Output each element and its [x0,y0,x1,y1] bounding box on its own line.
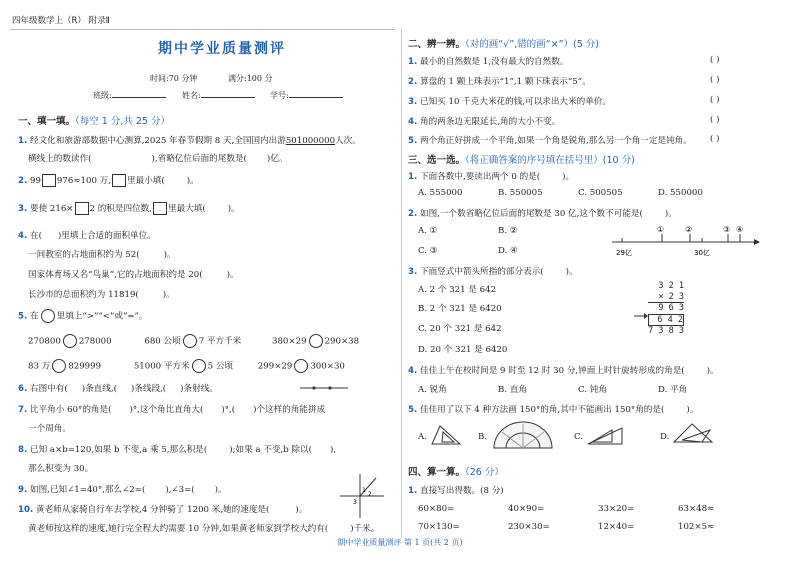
blank-box[interactable] [42,174,56,187]
appendix-label: 附录Ⅱ [88,16,110,26]
option[interactable]: A. 555000 [418,188,463,198]
question-4-line3: 长沙市的总面积约为 11819( )。 [28,290,175,300]
compare-circle[interactable] [63,334,77,348]
compare-circle[interactable] [183,334,197,348]
judge-item: 3. 已知买 10 千克大米花的钱,可以求出大米的单价。 [408,97,611,107]
question-6: 6. 右图中有( )条直线,( )条线段,( )条射线。 [18,384,218,394]
judge-item: 4. 角的两条边无限延长,角的大小不变。 [408,117,561,127]
nl-29: 29亿 [616,249,632,257]
judge-paren[interactable]: ( ) [710,95,720,105]
option[interactable]: C. ③ [418,246,438,256]
choice-3: 3. 下面竖式中箭头所指的部分表示( )。 [408,267,578,277]
nl-30: 30亿 [694,249,710,257]
judge-item: 2. 算盘的 1 颗上珠表示“1”,1 颗下珠表示“5”。 [408,77,591,87]
set-square-c-icon [586,424,626,446]
nl-3: ③ [723,225,731,234]
calc-item[interactable]: 60×80= [418,504,455,514]
question-1: 1. 经文化和旅游部数据中心测算,2025 年春节假期 8 天,全国国内出游501000000人次。 [18,136,361,146]
option[interactable]: B. 直角 [498,385,527,395]
option[interactable]: C. 钝角 [578,385,607,395]
judge-paren[interactable]: ( ) [710,75,720,85]
question-1-line2: 横线上的数读作( ),省略亿位后面的尾数是( )亿。 [28,154,288,164]
option[interactable]: B. 2 个 321 是 6420 [418,304,502,314]
section-4-heading: 四、算一算。（26 分） [408,467,504,478]
compare-circle[interactable] [52,359,66,373]
choice-2: 2. 如图,一个数省略亿位后面的尾数是 30 亿,这个数不可能是( )。 [408,209,677,219]
compare-row-2: 83 万 829999 51000 平方米 5 公顷 299×29 300×30 [28,359,345,373]
option[interactable]: D. [660,432,670,442]
section-3-heading: 三、选一选。（将正确答案的序号填在括号里）(10 分) [408,155,635,166]
option[interactable]: D. ④ [498,246,518,256]
compare-circle[interactable] [192,359,206,373]
set-square-d-icon [672,420,716,446]
calc-item[interactable]: 12×40= [598,522,635,532]
blank-box[interactable] [75,202,89,215]
calc-item[interactable]: 40×90= [508,504,545,514]
option[interactable]: A. ① [418,226,438,236]
option[interactable]: C. 20 个 321 是 642 [418,324,502,334]
question-5: 5. 在 里填上“>”“<”或“=”。 [18,309,148,323]
page-footer: 期中学业质量测评 第 1 页(共 2 页) [337,538,463,547]
option[interactable]: D. 20 个 321 是 6420 [418,345,508,355]
calc-item[interactable]: 63×48≈ [678,504,715,514]
option[interactable]: C. [574,432,584,442]
judge-paren[interactable]: ( ) [710,55,720,65]
page-title: 期中学业质量测评 [158,41,286,57]
option[interactable]: C. 500505 [578,188,623,198]
choice-5: 5. 佳佳用了以下 4 种方法画 150°的角,其中不能画出 150°角的是( )。 [408,405,699,415]
judge-item: 1. 最小的自然数是 1,没有最大的自然数。 [408,57,569,67]
id-field[interactable]: 学号: [270,90,343,101]
question-4-line1: 一间教室的占地面积约为 52( )。 [28,250,176,260]
question-9: 9. 如图,已知∠1=40°,那么∠2=( ),∠3=( )。 [18,485,227,495]
calc-title: 1. 直接写出得数。(8 分) [408,486,504,496]
angle-label-1: 1 [362,487,366,494]
compare-circle[interactable] [309,334,323,348]
nl-1: ① [657,225,665,234]
score-label: 满分:100 分 [228,74,273,83]
compare-circle[interactable] [294,359,308,373]
nl-2: ② [685,225,693,234]
section-2-heading: 二、辨一辨。（对的画“√”,错的画“×”）(5 分) [408,39,599,50]
question-8-line2: 那么积变为 30。 [28,464,94,474]
question-8: 8. 已知 a×b=120,如果 b 不变,a 乘 5,那么积是( );如果 a 不变,b 除以( ), [18,445,337,455]
option[interactable]: D. 550000 [658,188,703,198]
calc-item[interactable]: 230×30= [508,522,550,532]
angle-figure [340,474,384,518]
header-rule [10,29,395,30]
blank-box[interactable] [112,174,126,187]
calc-item[interactable]: 102×5≈ [678,522,715,532]
question-3: 3. 要使 216× 2 的积是四位数, 里最大填( )。 [18,204,240,214]
vertical-calc: 3 2 1 × 2 3 9 6 3 6 4 2 7 3 8 3 [648,281,684,336]
name-field[interactable]: 姓名: [182,90,255,101]
time-label: 时间:70 分钟 [150,74,198,83]
class-field[interactable]: 班级: [93,90,166,101]
question-7: 7. 比平角小 60°的角是( )°,这个角比直角大( )°,( )个这样的角能拼成 [18,405,326,415]
choice-1: 1. 下面各数中,要读出两个 0 的是( )。 [408,172,575,182]
calc-item[interactable]: 33×20= [598,504,635,514]
section-1-heading: 一、填一填。（每空 1 分,共 25 分） [18,116,170,127]
option[interactable]: B. [478,432,488,442]
question-10-line2: 黄老师按这样的速度,她行完全程大约需要 10 分钟,如果黄老师家到学校大约有( )千米。 [28,524,380,534]
question-7-line2: 一个周角。 [28,424,71,434]
blank-box[interactable] [153,202,167,215]
option[interactable]: A. 锐角 [418,385,447,395]
question-10: 10. 黄老师从家骑自行车去学校,4 分钟骑了 1200 米,她的速度是( )。 [18,505,308,515]
number-line [612,224,762,258]
option[interactable]: A. 2 个 321 是 642 [418,285,497,295]
set-square-a-icon [430,424,464,446]
option[interactable]: A. [418,432,427,442]
question-4: 4. 在( )里填上合适的面积单位。 [18,231,156,241]
option[interactable]: D. 平角 [658,385,688,395]
compare-circle [41,309,55,323]
grade-tag: 四年级数学上（R） 附录Ⅱ [12,16,110,26]
nl-4: ④ [736,225,744,234]
judge-paren[interactable]: ( ) [710,134,720,144]
option[interactable]: B. ② [498,226,518,236]
question-2: 2. 99 976≈100 万, 里最小填( )。 [18,176,199,186]
judge-paren[interactable]: ( ) [710,115,720,125]
column-divider [401,28,402,538]
choice-4: 4. 佳佳上午在校时间是 9 时至 12 时 30 分,钟面上时针旋转形成的角是( )。 [408,366,719,376]
highlighted-row: 6 4 2 [648,314,684,327]
judge-item: 5. 两个角正好拼成一个平角,如果一个角是锐角,那么另一个角一定是钝角。 [408,136,692,146]
calc-item[interactable]: 70×130= [418,522,460,532]
protractor-icon [492,420,554,450]
angle-label-3: 3 [353,499,357,506]
line-figure [300,383,350,393]
compare-row-1: 270800 278000 680 公顷 7 平方千米 380×29 290×38 [28,334,359,348]
angle-label-2: 2 [368,491,372,498]
option[interactable]: B. 550005 [498,188,543,198]
question-4-line2: 国家体育场又名“鸟巢”,它的占地面积约是 20( )。 [28,270,239,280]
arrow-icon [634,311,648,321]
